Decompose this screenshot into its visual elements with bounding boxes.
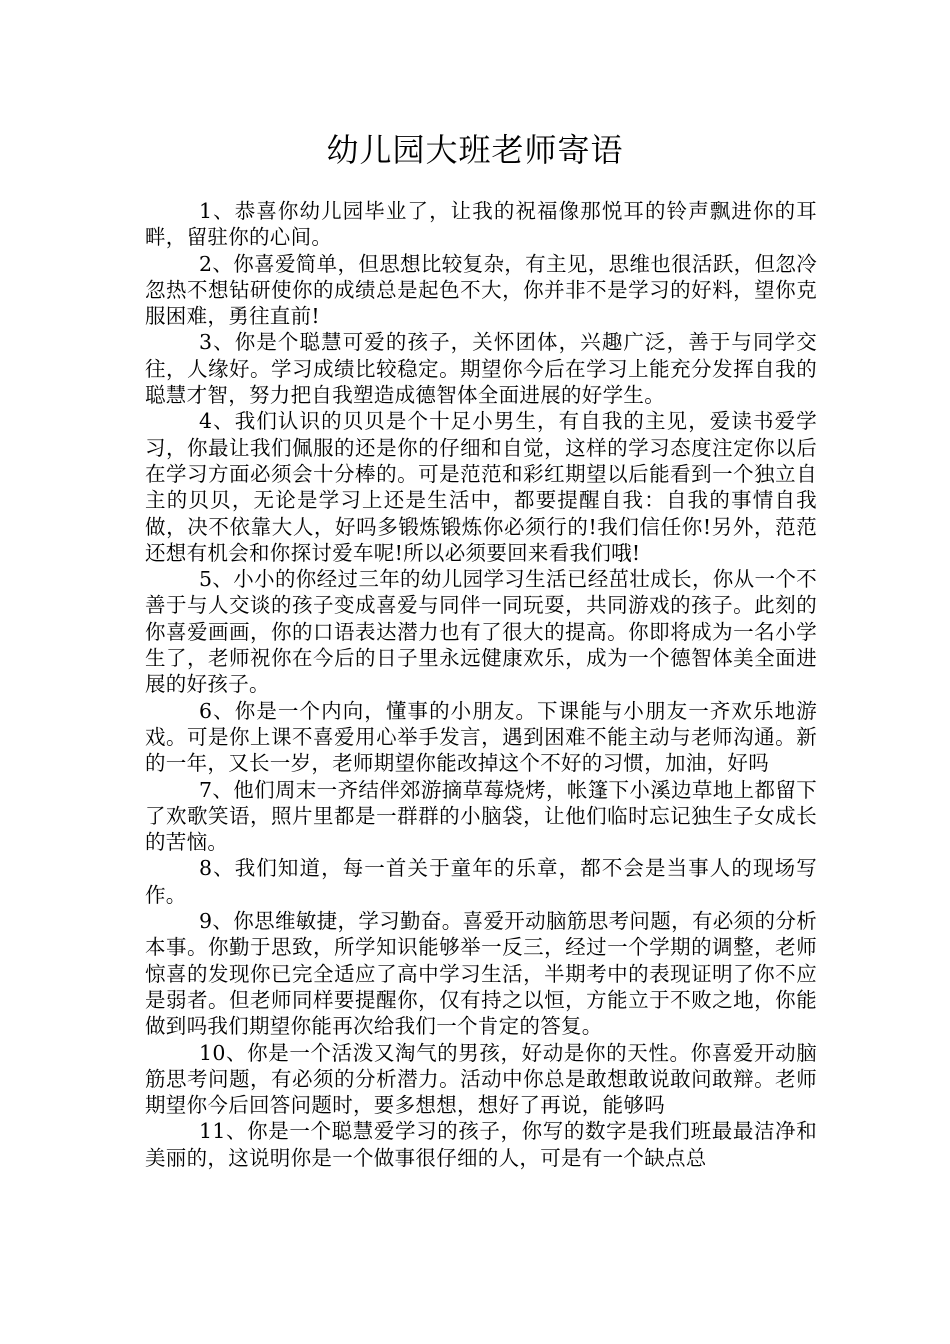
- document-title: 幼儿园大班老师寄语: [326, 131, 624, 169]
- paragraph-11: 11、你是一个聪慧爱学习的孩子，你写的数字是我们班最最洁净和美丽的，这说明你是一个做事很仔细的人，可是有一个缺点总: [145, 1119, 817, 1170]
- paragraph-5: 5、小小的你经过三年的幼儿园学习生活已经茁壮成长，你从一个不善于与人交谈的孩子变成喜爱与同伴一同玩耍，共同游戏的孩子。此刻的你喜爱画画，你的口语表达潜力也有了很大的提高。你即将成为一名小学生了，老师祝你在今后的日子里永远健康欢乐，成为一个德智体美全面进展的好孩子。: [145, 567, 817, 697]
- paragraph-10: 10、你是一个活泼又淘气的男孩，好动是你的天性。你喜爱开动脑筋思考问题，有必须的分析潜力。活动中你总是敢想敢说敢问敢辩。老师期望你今后回答问题时，要多想想，想好了再说，能够吗: [145, 1040, 817, 1118]
- paragraph-2: 2、你喜爱简单，但思想比较复杂，有主见，思维也很活跃，但忽冷忽热不想钻研使你的成绩总是起色不大，你并非不是学习的好料，望你克服困难，勇往直前!: [145, 251, 817, 329]
- paragraph-4: 4、我们认识的贝贝是个十足小男生，有自我的主见，爱读书爱学习，你最让我们佩服的还是你的仔细和自觉，这样的学习态度注定你以后在学习方面必须会十分棒的。可是范范和彩红期望以后能看到一个独立自主的贝贝，无论是学习上还是生活中，都要提醒自我：自我的事情自我做，决不依靠大人，好吗多锻炼锻炼你必须行的!我们信任你!另外，范范还想有机会和你探讨爱车呢!所以必须要回来看我们哦!: [145, 409, 817, 565]
- document-body: [145, 198, 817, 1171]
- paragraph-9: 9、你思维敏捷，学习勤奋。喜爱开动脑筋思考问题，有必须的分析本事。你勤于思致，所学知识能够举一反三，经过一个学期的调整，老师惊喜的发现你已完全适应了高中学习生活，半期考中的表现证明了你不应是弱者。但老师同样要提醒你，仅有持之以恒，方能立于不败之地，你能做到吗我们期望你能再次给我们一个肯定的答复。: [145, 909, 817, 1039]
- paragraph-7: 7、他们周末一齐结伴郊游摘草莓烧烤，帐篷下小溪边草地上都留下了欢歌笑语，照片里都是一群群的小脑袋，让他们临时忘记独生子女成长的苦恼。: [145, 777, 817, 855]
- paragraph-1: 1、恭喜你幼儿园毕业了，让我的祝福像那悦耳的铃声飘进你的耳畔，留驻你的心间。: [145, 199, 817, 250]
- paragraph-8: 8、我们知道，每一首关于童年的乐章，都不会是当事人的现场写作。: [145, 856, 817, 907]
- paragraph-6: 6、你是一个内向，懂事的小朋友。下课能与小朋友一齐欢乐地游戏。可是你上课不喜爱用心举手发言，遇到困难不能主动与老师沟通。新的一年，又长一岁，老师期望你能改掉这个不好的习惯，加油，好吗: [145, 698, 817, 776]
- paragraph-3: 3、你是个聪慧可爱的孩子，关怀团体，兴趣广泛，善于与同学交往，人缘好。学习成绩比较稳定。期望你今后在学习上能充分发挥自我的聪慧才智，努力把自我塑造成德智体全面进展的好学生。: [145, 330, 817, 408]
